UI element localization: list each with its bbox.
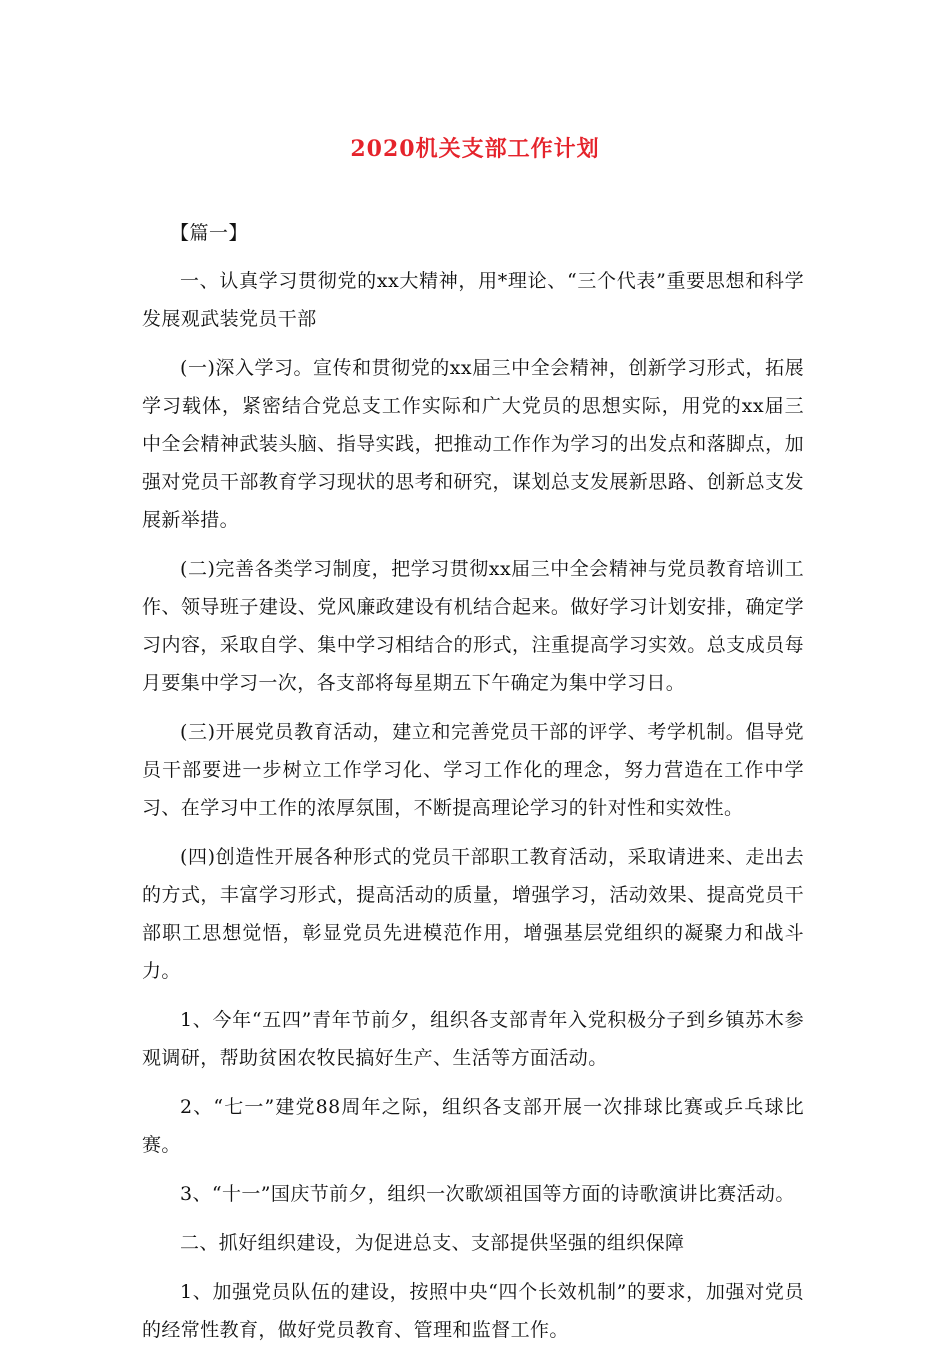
document-title: 2020机关支部工作计划 (350, 136, 600, 162)
list-item: 3、“十一”国庆节前夕，组织一次歌颂祖国等方面的诗歌演讲比赛活动。 (180, 1183, 795, 1205)
list-item: 1、今年“五四”青年节前夕，组织各支部青年入党积极分子到乡镇苏木参观调研，帮助贫困农牧民搞好生产、生活等方面活动。 (142, 1009, 804, 1069)
section-label: 【篇一】 (170, 222, 249, 244)
paragraph-heading-1: 一、认真学习贯彻党的xx大精神，用*理论、“三个代表”重要思想和科学发展观武装党员干部 (142, 270, 804, 330)
list-item: 1、加强党员队伍的建设，按照中央“四个长效机制”的要求，加强对党员的经常性教育，做好党员教育、管理和监督工作。 (142, 1281, 804, 1341)
paragraph-study: (一)深入学习。宣传和贯彻党的xx届三中全会精神，创新学习形式，拓展学习载体，紧密结合党总支工作实际和广大党员的思想实际，用党的xx届三中全会精神武装头脑、指导实践，把推动工作作为学习的出发点和落脚点，加强对党员干部教育学习现状的思考和研究，谋划总支发展新思路、创新总支发展新举措。 (142, 357, 804, 531)
paragraph-education-activities: (三)开展党员教育活动，建立和完善党员干部的评学、考学机制。倡导党员干部要进一步树立工作学习化、学习工作化的理念，努力营造在工作中学习、在学习中工作的浓厚氛围，不断提高理论学习的针对性和实效性。 (142, 721, 804, 819)
paragraph-creative-activities: (四)创造性开展各种形式的党员干部职工教育活动，采取请进来、走出去的方式，丰富学习形式，提高活动的质量，增强学习，活动效果、提高党员干部职工思想觉悟，彰显党员先进模范作用，增强基层党组织的凝聚力和战斗力。 (142, 846, 804, 982)
list-item: 2、“七一”建党88周年之际，组织各支部开展一次排球比赛或乒乓球比赛。 (142, 1096, 804, 1156)
paragraph-study-system: (二)完善各类学习制度，把学习贯彻xx届三中全会精神与党员教育培训工作、领导班子建设、党风廉政建设有机结合起来。做好学习计划安排，确定学习内容，采取自学、集中学习相结合的形式，注重提高学习实效。总支成员每月要集中学习一次，各支部将每星期五下午确定为集中学习日。 (142, 558, 804, 694)
paragraph-heading-2: 二、抓好组织建设，为促进总支、支部提供坚强的组织保障 (180, 1232, 685, 1254)
document-body (142, 214, 804, 1360)
